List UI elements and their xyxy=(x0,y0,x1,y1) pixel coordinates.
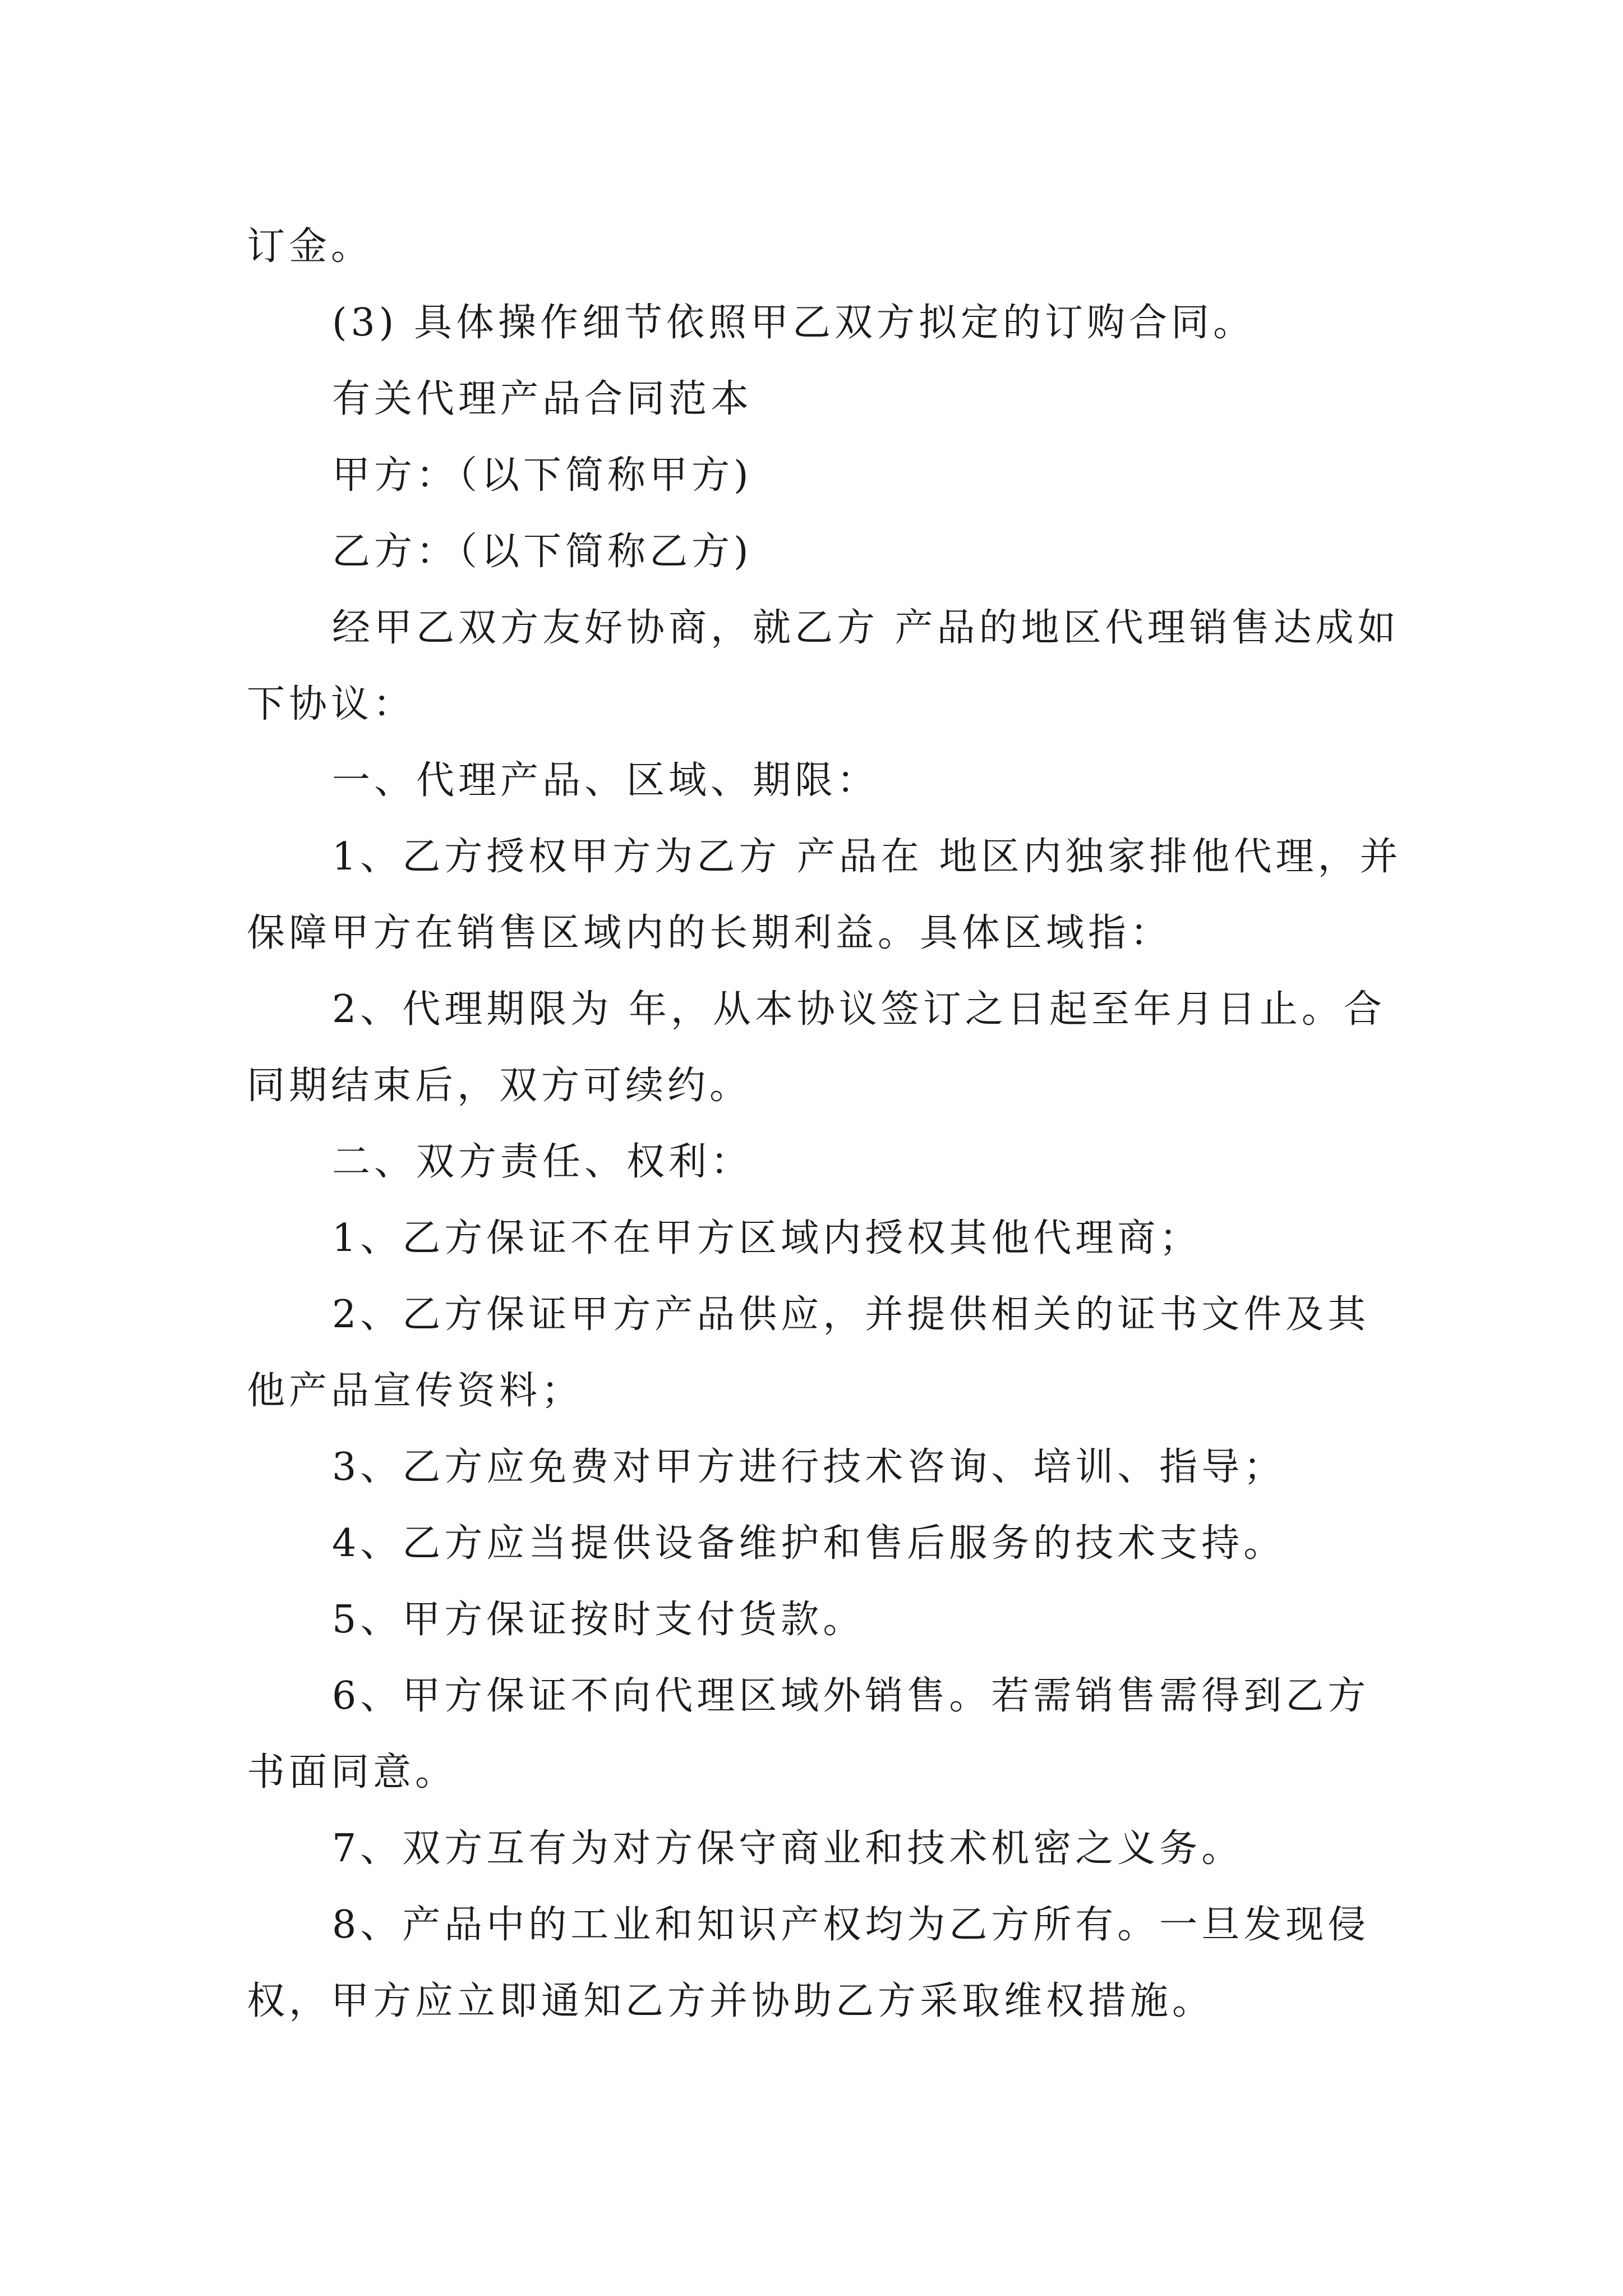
clause-2-agency-term: 2、代理期限为 年，从本协议签订之日起至年月日止。合同期结束后，双方可续约。 xyxy=(247,987,1386,1108)
responsibility-7: 7、双方互有为对方保守商业和技术机密之义务。 xyxy=(332,1826,1244,1871)
paragraph-party-b: 乙方：（以下简称乙方) xyxy=(332,530,753,574)
responsibility-8: 8、产品中的工业和知识产权均为乙方所有。一旦发现侵权，甲方应立即通知乙方并协助乙方采取维权措施。 xyxy=(247,1903,1370,2023)
paragraph-agreement-intro: 经甲乙双方友好协商，就乙方 产品的地区代理销售达成如下协议： xyxy=(247,606,1400,726)
paragraph-deposit: 订金。 xyxy=(247,224,374,269)
section-heading-responsibilities: 二、双方责任、权利： xyxy=(332,1140,753,1184)
responsibility-1: 1、乙方保证不在甲方区域内授权其他代理商； xyxy=(332,1216,1202,1260)
clause-1-exclusive-agency: 1、乙方授权甲方为乙方 产品在 地区内独家排他代理，并保障甲方在销售区域内的长期利益。具体区域指： xyxy=(247,835,1402,955)
paragraph-operation-details: (3) 具体操作细节依照甲乙双方拟定的订购合同。 xyxy=(332,301,1255,345)
paragraph-party-a: 甲方：（以下简称甲方) xyxy=(332,453,753,498)
responsibility-3: 3、乙方应免费对甲方进行技术咨询、培训、指导； xyxy=(332,1445,1286,1489)
responsibility-6: 6、甲方保证不向代理区域外销售。若需销售需得到乙方书面同意。 xyxy=(247,1674,1370,1795)
section-heading-products-region-term: 一、代理产品、区域、期限： xyxy=(332,758,879,803)
paragraph-contract-title: 有关代理产品合同范本 xyxy=(332,377,753,421)
responsibility-5: 5、甲方保证按时支付货款。 xyxy=(332,1598,865,1642)
document-body xyxy=(247,209,1402,2040)
responsibility-4: 4、乙方应当提供设备维护和售后服务的技术支持。 xyxy=(332,1521,1286,1566)
responsibility-2: 2、乙方保证甲方产品供应，并提供相关的证书文件及其他产品宣传资料； xyxy=(247,1292,1370,1413)
